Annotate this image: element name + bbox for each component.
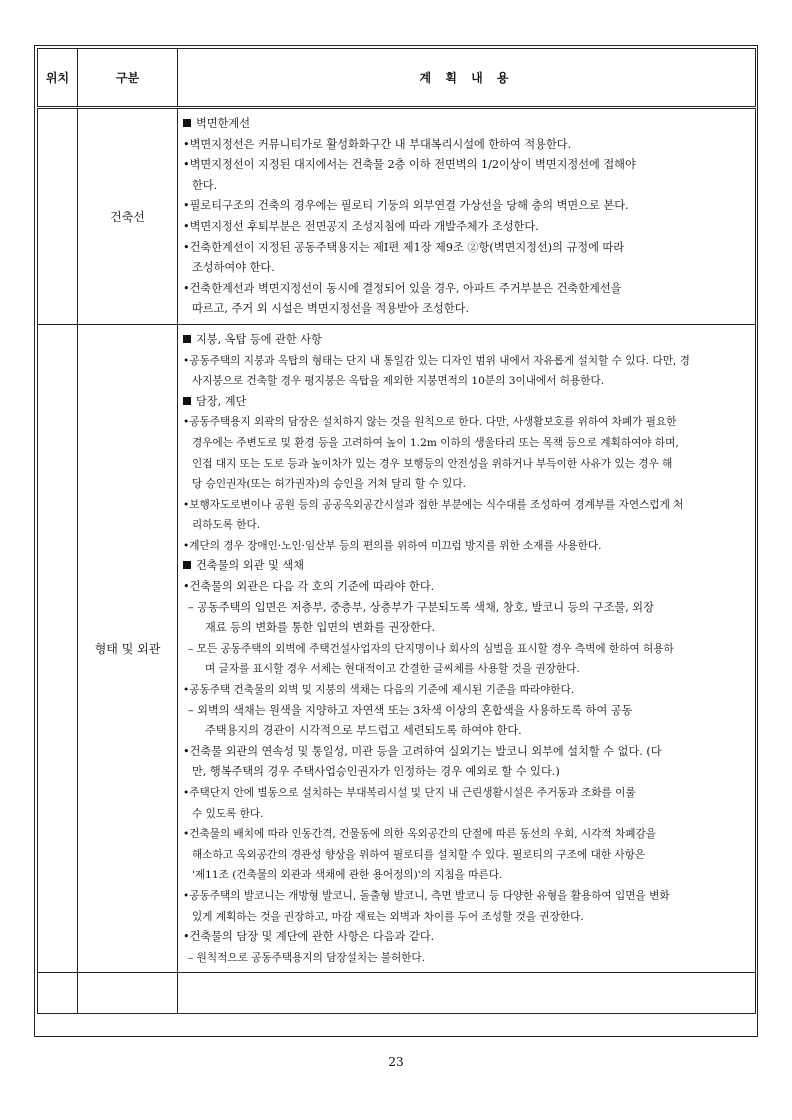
content-line: – 모든 공동주택의 외벽에 주택건설사업자의 단지명이나 회사의 심벌을 표시할 경우 측벽에 한하여 허용하 [188,642,674,655]
content-line: 해소하고 옥외공간의 경관성 향상을 위하여 필로티를 설치할 수 있다. 필로티의 구조에 대한 사항은 [192,848,646,861]
content-line: 며 글자를 표시할 경우 서체는 현대적이고 간결한 글씨체를 사용할 것을 권장한다. [205,663,580,676]
content-line: •필로티구조의 건축의 경우에는 필로티 기둥의 외부연결 가상선을 당해 층의 벽면으로 본다. [183,199,629,213]
content-line: •건축한계선과 벽면지정선이 동시에 결정되어 있을 경우, 아파트 주거부분은 건축한계선을 [183,281,622,295]
content-line: 리하도록 한다. [192,519,261,532]
section-heading [183,556,747,577]
content-line: •건축한계선이 지정된 공동주택용지는 제Ⅰ편 제1장 제9조 ②항(벽면지정선)의 규정에 따라 [183,240,625,254]
content-line: '제11조 (건축물의 외관과 색채에 관한 용어정의)'의 지침을 따른다. [192,869,503,882]
content-line: 조성하여야 한다. [192,261,275,275]
square-bullet-icon [183,397,191,405]
section-heading [183,330,747,351]
content-line: 만, 행복주택의 경우 주택사업승인권자가 인정하는 경우 예외로 할 수 있다.) [192,765,560,779]
position-cell [38,108,78,325]
content-line: – 외벽의 색채는 원색을 지양하고 자연색 또는 3차색 이상의 혼합색을 사용하도록 하여 공동 [188,703,633,717]
content-line: 한다. [192,178,218,192]
table-header-row [38,49,756,108]
content-line: •건축물의 담장 및 계단에 관한 사항은 다음과 같다. [183,930,435,944]
content-line: •보행자도로변이나 공원 등의 공공옥외공간시설과 접한 부분에는 식수대를 조성하여 경계부를 자연스럽게 처 [183,498,684,511]
header-content: 계 획 내 용 [178,49,756,108]
square-bullet-icon [183,119,191,127]
row-label-building-line: 건축선 [78,108,178,325]
section-heading-text: 담장, 계단 [196,394,247,408]
section-heading [183,114,747,135]
content-line: •공동주택용지 외곽의 담장은 설치하지 않는 것을 원칙으로 한다. 다만, 사생활보호를 위하여 차폐가 필요한 [183,416,677,429]
content-line: 수 있도록 한다. [192,807,264,820]
content-cell [178,108,756,325]
content-line: – 공동주택의 입면은 저층부, 중층부, 상층부가 구분되도록 색채, 창호, 발코니 등의 구조물, 외장 [188,600,654,614]
content-cell [178,324,756,972]
content-line: •주택단지 안에 별동으로 설치하는 부대복리시설 및 단지 내 근린생활시설은 주거동과 조화를 이룰 [183,787,636,799]
content-line: 경우에는 주변도로 및 환경 등을 고려하여 높이 1.2m 이하의 생울타리 또는 목책 등으로 계획하여야 하며, [192,436,679,449]
position-cell [38,324,78,972]
empty-cell [78,973,178,1014]
content-line: •공동주택의 지붕과 옥탑의 형태는 단지 내 통일감 있는 디자인 범위 내에서 자유롭게 설치할 수 있다. 다만, 경 [183,354,690,367]
content-line: •계단의 경우 장애인·노인·임산부 등의 편의를 위하여 미끄럼 방지를 위한 소재를 사용한다. [183,539,602,552]
content-line: 당 승인권자(또는 허가권자)의 승인을 거쳐 달리 할 수 있다. [192,478,466,491]
section-heading-text: 지붕, 옥탑 등에 관한 사항 [196,332,322,346]
table-row-empty [38,973,756,1014]
square-bullet-icon [183,561,191,569]
content-line: •벽면지정선은 커뮤니티가로 활성화화구간 내 부대복리시설에 한하여 적용한다. [183,137,572,151]
square-bullet-icon [183,335,191,343]
row-label-form-appearance: 형태 및 외관 [78,324,178,972]
content-line: – 원칙적으로 공동주택용지의 담장설치는 불허한다. [188,951,426,964]
content-line: 인접 대지 또는 도로 등과 높이차가 있는 경우 보행등의 안전성을 위하거나 부득이한 사유가 있는 경우 해 [192,457,673,470]
header-position: 위치 [38,49,78,108]
content-line: •벽면지정선이 지정된 대지에서는 건축물 2층 이하 전면벽의 1/2이상이 벽면지정선에 접해야 [183,158,636,172]
empty-cell [38,973,78,1014]
content-line: •벽면지정선 후퇴부분은 전면공지 조성지침에 따라 개발주체가 조성한다. [183,219,539,233]
content-line: 있게 계획하는 것을 권장하고, 마감 재료는 외벽과 차이를 두어 조성할 것을 권장한다. [192,910,584,923]
page-number: 23 [388,1055,404,1069]
table-row-building-line [38,108,756,325]
content-block [178,325,755,972]
content-line: 따르고, 주거 외 시설은 벽면지정선을 적용받아 조성한다. [192,302,470,316]
content-line: •건축물의 배치에 따라 인동간격, 건물동에 의한 옥외공간의 단절에 따른 동선의 우회, 시각적 차폐감을 [183,828,656,841]
header-category: 구분 [78,49,178,108]
section-heading-text: 벽면한계선 [196,117,251,130]
empty-cell [178,973,756,1014]
content-line: •공동주택의 발코니는 개방형 발코니, 돌출형 발코니, 측면 발코니 등 다양한 유형을 활용하여 입면을 변화 [183,889,670,902]
content-line: •건축물의 외관은 다음 각 호의 기준에 따라야 한다. [183,580,435,594]
plan-table [37,48,756,1014]
content-line: 주택용지의 경관이 시각적으로 부드럽고 세련되도록 하여야 한다. [205,724,522,738]
section-heading [183,392,747,413]
section-heading-text: 건축물의 외관 및 색채 [196,559,304,573]
content-line: •공동주택 건축물의 외벽 및 지붕의 색채는 다음의 기준에 제시된 기준을 따라야한다. [183,684,575,697]
content-block [178,109,755,324]
table-row-form-appearance [38,324,756,972]
content-line: 사지붕으로 건축할 경우 평지붕은 옥탑을 제외한 지붕면적의 10분의 3이내에서 허용한다. [192,375,605,388]
content-line: 재료 등의 변화를 통한 입면의 변화를 권장한다. [205,621,436,635]
content-line: •건축물 외관의 연속성 및 통일성, 미관 등을 고려하여 실외기는 발코니 외부에 설치할 수 없다. (다 [183,744,662,758]
